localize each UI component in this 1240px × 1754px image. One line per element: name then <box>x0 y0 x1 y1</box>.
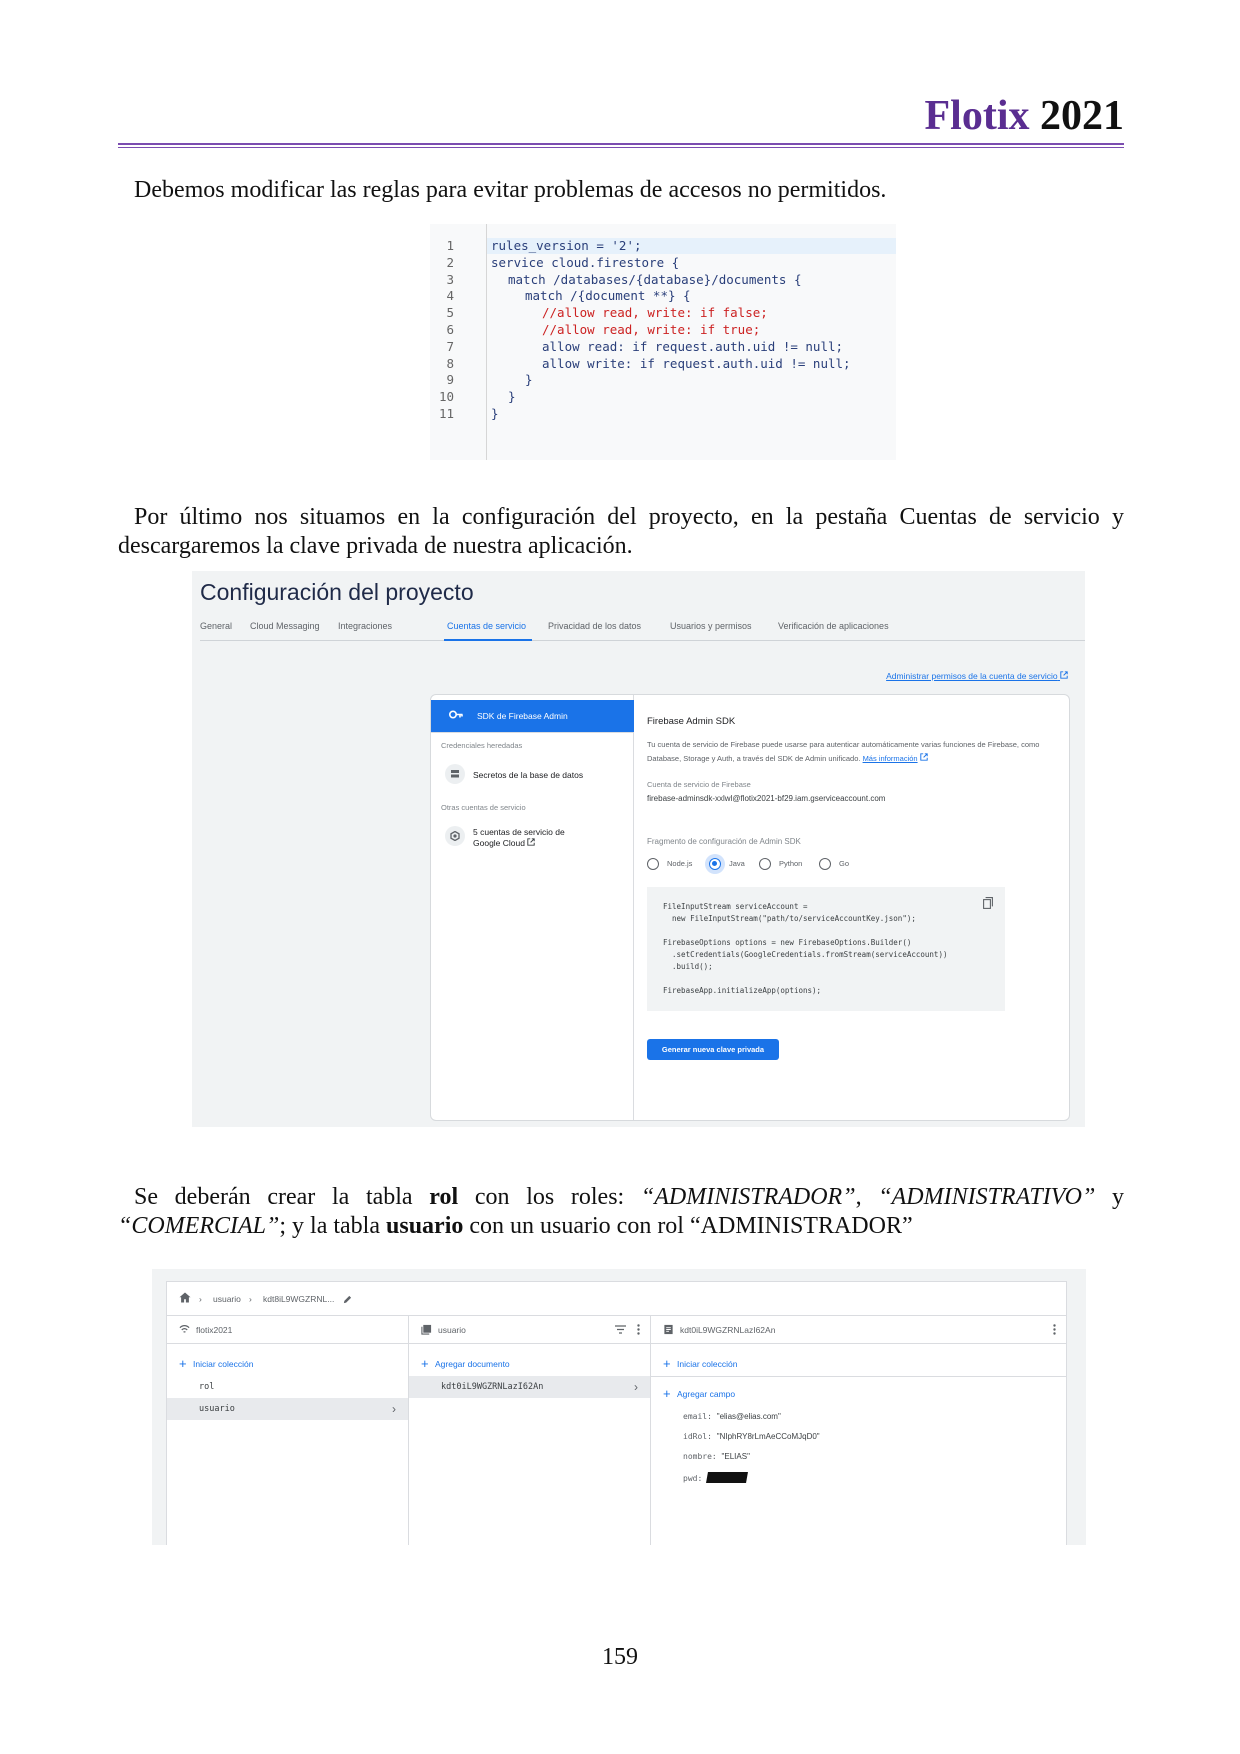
start-subcollection-button[interactable]: + Iniciar colección <box>663 1356 738 1371</box>
code-text: //allow read, write: if false; <box>542 305 768 321</box>
active-tab-indicator <box>444 639 532 641</box>
code-text: match /{document **} { <box>525 288 691 304</box>
copy-icon[interactable] <box>983 897 993 909</box>
more-vert-icon[interactable] <box>637 1324 640 1335</box>
home-icon[interactable] <box>179 1292 191 1303</box>
page-number: 159 <box>602 1644 638 1670</box>
sidebar-item-admin-sdk[interactable] <box>431 700 634 732</box>
page-title: Configuración del proyecto <box>200 579 474 605</box>
field-idrol[interactable]: idRol: "NIphRY8rLmAeCCoMJqD0" <box>683 1432 820 1441</box>
divider <box>651 1376 1066 1377</box>
line-number: 7 <box>446 338 454 354</box>
add-document-button[interactable]: + Agregar documento <box>421 1356 510 1371</box>
sidebar-item-db-secrets[interactable]: Secretos de la base de datos <box>473 770 584 780</box>
code-text: } <box>491 406 499 421</box>
document-header <box>118 92 1124 140</box>
breadcrumb-collection[interactable]: usuario <box>213 1294 241 1304</box>
key-icon <box>449 710 463 719</box>
line-number: 8 <box>446 355 454 371</box>
snippet-line: FirebaseOptions options = new FirebaseOptions.Builder() <box>663 938 912 947</box>
snippet-line: FileInputStream serviceAccount = <box>663 902 808 911</box>
tab-users-permissions[interactable]: Usuarios y permisos <box>670 621 752 631</box>
manage-permissions-link[interactable]: Administrar permisos de la cuenta de servicio <box>886 671 1068 681</box>
chevron-right-icon: › <box>392 1402 396 1416</box>
paragraph-text: Por último nos situamos en la configuración del proyecto, en la pestaña Cuentas de servicio y descargaremos la clave privada de nuestra aplicación. <box>118 504 1124 559</box>
code-line <box>430 322 760 339</box>
firebase-project-settings <box>192 571 1085 1127</box>
document-fields-column <box>651 1316 1066 1545</box>
chevron-right-icon: › <box>634 1380 638 1394</box>
admin-sdk-details: Firebase Admin SDK Tu cuenta de servicio de Firebase puede usarse para autenticar automáticamente varias funciones de Firebase, como Database, Storage y Auth, a través del SDK de Admin unificado. Más información Cuenta de servicio de Firebase firebase-adminsdk-xxlwl@flotix2021-bf29.iam.gserviceaccount.com Fragmento de configuración de Admin SDK Node.js Java Python Go FileInputStream serviceAccount = new FileInputStream("path/to/serviceAccountKey.json"); FirebaseOptions options = new FirebaseOptions.Builder() .setCredentials(GoogleCredentials.fromStream(serviceAccount)) .build(); FirebaseApp.initializeApp(options); Generar nueva clave privada <box>647 695 1055 1120</box>
section-description: Tu cuenta de servicio de Firebase puede usarse para autenticar automáticamente varias funciones de Firebase, como Database, Storage y Auth, a través del SDK de Admin unificado. Más información <box>647 740 1040 763</box>
database-icon <box>445 764 465 784</box>
field-email[interactable]: email: "elias@elias.com" <box>683 1412 781 1421</box>
brand-name: Flotix <box>924 93 1030 139</box>
snippet-line: .build(); <box>663 962 713 971</box>
line-number: 4 <box>446 288 454 304</box>
snippet-line: new FileInputStream("path/to/serviceAccountKey.json"); <box>663 914 916 923</box>
collection-item-rol[interactable]: rol <box>199 1382 215 1392</box>
code-line <box>430 288 691 305</box>
table-name-rol: rol <box>429 1184 459 1210</box>
header-rule <box>118 143 1124 145</box>
documents-column <box>409 1316 651 1545</box>
generate-private-key-button[interactable]: Generar nueva clave privada <box>647 1039 779 1060</box>
line-number: 6 <box>446 322 454 337</box>
code-text: //allow read, write: if true; <box>542 322 761 337</box>
other-accounts-label: Otras cuentas de servicio <box>441 803 526 812</box>
paragraph-tables: Se deberán crear la tabla rol con los roles: “ADMINISTRADOR”, “ADMINISTRATIVO” y “COMERCIAL”; y la tabla usuario con un usuario con rol “ADMINISTRADOR” <box>118 1184 1125 1239</box>
code-line <box>430 339 843 356</box>
paragraph-rules <box>118 176 1124 205</box>
service-account-label: Cuenta de servicio de Firebase <box>647 780 751 789</box>
settings-tabs <box>200 617 1085 641</box>
snippet-label: Fragmento de configuración de Admin SDK <box>647 837 801 846</box>
document-title <box>118 92 1124 140</box>
column-header: kdt0iL9WGZRNLazI62An <box>651 1316 1066 1344</box>
code-text: allow read: if request.auth.uid != null; <box>542 338 844 354</box>
code-line <box>430 372 533 389</box>
code-line <box>430 356 851 373</box>
section-title: Firebase Admin SDK <box>647 716 736 727</box>
root-collections-column <box>167 1316 409 1545</box>
external-link-icon <box>1060 671 1068 679</box>
tab-service-accounts[interactable]: Cuentas de servicio <box>447 621 527 631</box>
field-nombre[interactable]: nombre: "ELIAS" <box>683 1452 750 1461</box>
sidebar-item-label: SDK de Firebase Admin <box>477 711 568 721</box>
code-text: } <box>525 372 533 388</box>
line-number: 1 <box>446 238 454 253</box>
tab-data-privacy[interactable]: Privacidad de los datos <box>548 621 642 631</box>
code-text: service cloud.firestore { <box>491 254 680 270</box>
line-number: 9 <box>446 372 454 388</box>
code-line <box>430 406 499 423</box>
breadcrumb: › usuario › kdt8iL9WGZRNL... <box>167 1282 1066 1316</box>
filter-icon[interactable] <box>615 1325 626 1334</box>
panel-sidebar <box>431 695 634 1120</box>
firestore-rules-editor <box>430 224 896 460</box>
table-name-usuario: usuario <box>386 1213 464 1239</box>
external-link-icon <box>527 838 535 846</box>
collection-item-usuario[interactable]: usuario › <box>167 1398 408 1420</box>
code-text: } <box>508 389 516 405</box>
code-text: match /databases/{database}/documents { <box>508 271 802 287</box>
breadcrumb-document[interactable]: kdt8iL9WGZRNL... <box>263 1294 335 1304</box>
code-line <box>430 272 802 289</box>
start-collection-button[interactable]: + Iniciar colección <box>179 1356 254 1371</box>
code-line <box>430 238 642 255</box>
field-pwd[interactable]: pwd: <box>683 1472 747 1483</box>
inherited-credentials-label: Credenciales heredadas <box>441 741 523 750</box>
line-number: 10 <box>438 389 454 405</box>
service-accounts-panel <box>430 694 1070 1121</box>
tab-integrations[interactable]: Integraciones <box>338 621 393 631</box>
tab-app-check[interactable]: Verificación de aplicaciones <box>778 621 889 631</box>
more-vert-icon[interactable] <box>1053 1324 1056 1335</box>
code-line <box>430 255 679 272</box>
admin-sdk-snippet <box>647 887 1005 1011</box>
snippet-line: FirebaseApp.initializeApp(options); <box>663 986 822 995</box>
database-icon <box>179 1324 190 1335</box>
firestore-data-viewer <box>152 1269 1086 1545</box>
code-text: rules_version = '2'; <box>491 238 642 253</box>
tab-cloud-messaging[interactable]: Cloud Messaging <box>250 621 320 631</box>
header-rule-thin <box>118 147 1124 148</box>
service-account-email: firebase-adminsdk-xxlwl@flotix2021-bf29.iam.gserviceaccount.com <box>647 794 886 803</box>
divider <box>431 732 634 733</box>
code-line <box>430 389 516 406</box>
paragraph-config <box>118 503 1124 561</box>
document-item[interactable]: kdt0iL9WGZRNLazI62An › <box>409 1376 650 1398</box>
code-line <box>430 305 768 322</box>
document-icon <box>663 1324 674 1335</box>
column-header: flotix2021 <box>167 1316 408 1344</box>
learn-more-link[interactable]: Más información <box>862 754 918 763</box>
line-number: 5 <box>446 305 454 321</box>
paragraph-text: Debemos modificar las reglas para evitar problemas de accesos no permitidos. <box>134 177 887 203</box>
code-text: allow write: if request.auth.uid != null; <box>542 355 851 371</box>
external-link-icon <box>920 753 928 761</box>
collection-icon <box>421 1324 432 1335</box>
edit-icon[interactable] <box>343 1295 352 1304</box>
google-cloud-icon <box>445 826 465 846</box>
tab-general[interactable]: General <box>200 621 233 631</box>
line-number: 2 <box>446 254 454 270</box>
line-number: 3 <box>446 271 454 287</box>
sidebar-item-gcloud-accounts[interactable]: 5 cuentas de servicio de Google Cloud <box>473 827 565 848</box>
snippet-line: .setCredentials(GoogleCredentials.fromStream(serviceAccount)) <box>663 950 948 959</box>
redacted-value <box>706 1472 748 1483</box>
firestore-panel <box>166 1281 1067 1545</box>
column-header: usuario <box>409 1316 650 1344</box>
line-number: 11 <box>438 406 454 421</box>
brand-year: 2021 <box>1040 93 1124 139</box>
add-field-button[interactable]: + Agregar campo <box>663 1386 736 1401</box>
